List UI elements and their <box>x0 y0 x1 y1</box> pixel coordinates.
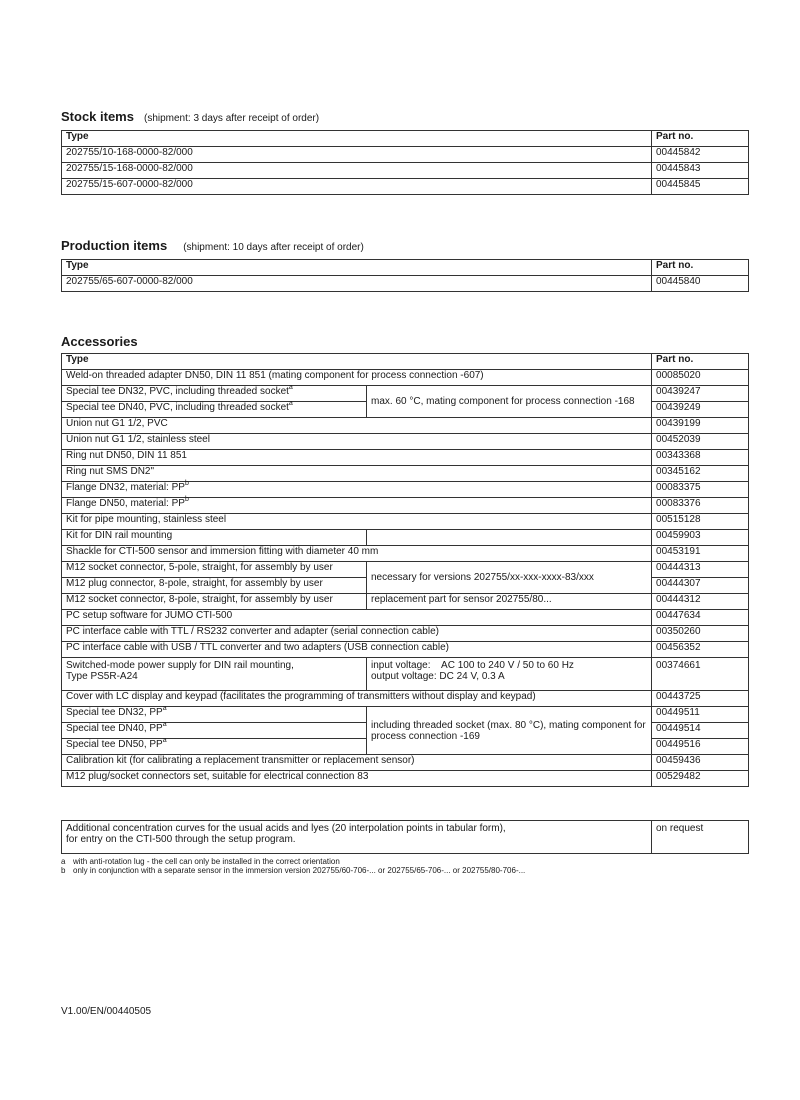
table-row <box>62 658 749 691</box>
footnotes <box>61 857 748 875</box>
note-cell <box>367 530 652 546</box>
part-cell: 00447634 <box>652 610 749 626</box>
type-cell: Kit for pipe mounting, stainless steel <box>62 514 652 530</box>
part-cell: 00439249 <box>652 402 749 418</box>
type-cell: Kit for DIN rail mounting <box>62 530 367 546</box>
table-row <box>62 482 749 498</box>
table-row <box>62 530 749 546</box>
type-cell: 202755/65-607-0000-82/000 <box>62 276 652 292</box>
part-cell: 00515128 <box>652 514 749 530</box>
part-cell: on request <box>652 821 749 854</box>
type-cell: Flange DN50, material: $PP^b$ <box>62 498 652 514</box>
accessories-title: Accessories <box>61 334 138 349</box>
part-cell: 00444312 <box>652 594 749 610</box>
note-cell: max. 60 °C, mating component for process connection -168 <box>367 386 652 418</box>
footnote-mark: b <box>61 866 66 875</box>
table-row <box>62 163 749 179</box>
col-part-header: Part no. <box>652 260 749 276</box>
footnote-mark: b <box>184 496 189 503</box>
col-type-header: Type <box>62 260 652 276</box>
col-type-header: Type <box>62 354 652 370</box>
footnote: a with anti-rotation lug - the cell can only be installed in the correct orientation <box>61 857 340 866</box>
part-cell: 00085020 <box>652 370 749 386</box>
part-cell: 00345162 <box>652 466 749 482</box>
part-cell: 00459903 <box>652 530 749 546</box>
part-cell: 00444313 <box>652 562 749 578</box>
stock-items-section <box>61 109 748 195</box>
part-cell: 00343368 <box>652 450 749 466</box>
stock-items-title: Stock items <box>61 109 134 124</box>
stock-items-heading <box>61 109 748 127</box>
part-cell: 00529482 <box>652 771 749 787</box>
part-cell: 00445843 <box>652 163 749 179</box>
footnote-mark: a <box>288 400 293 407</box>
part-cell: 00452039 <box>652 434 749 450</box>
table-row <box>62 498 749 514</box>
part-cell: 00444307 <box>652 578 749 594</box>
type-cell: PC interface cable with TTL / RS232 converter and adapter (serial connection cable) <box>62 626 652 642</box>
note-cell: including threaded socket (max. 80 °C), mating component for process connection -169 <box>367 707 652 755</box>
col-part-header: Part no. <box>652 131 749 147</box>
table-row <box>62 610 749 626</box>
table-row <box>62 755 749 771</box>
part-cell: 00445840 <box>652 276 749 292</box>
table-row <box>62 370 749 386</box>
production-items-table <box>61 259 749 292</box>
footnote-mark: a <box>162 721 167 728</box>
table-row <box>62 642 749 658</box>
table-header-row <box>62 354 749 370</box>
production-items-title: Production items <box>61 238 168 253</box>
additional-section <box>61 820 748 854</box>
type-cell: 202755/10-168-0000-82/000 <box>62 147 652 163</box>
type-cell: 202755/15-607-0000-82/000 <box>62 179 652 195</box>
type-cell: M12 socket connector, 8-pole, straight, for assembly by user <box>62 594 367 610</box>
type-cell: Special tee DN50, $PP^a$ <box>62 739 367 755</box>
table-row <box>62 626 749 642</box>
accessories-section <box>61 334 748 787</box>
type-cell: M12 socket connector, 5-pole, straight, for assembly by user <box>62 562 367 578</box>
type-cell: Union nut G1 1/2, PVC <box>62 418 652 434</box>
part-cell: 00350260 <box>652 626 749 642</box>
table-row <box>62 418 749 434</box>
type-cell: Flange DN32, material: $PP^b$ <box>62 482 652 498</box>
part-cell: 00453191 <box>652 546 749 562</box>
note-cell: replacement part for sensor 202755/80... <box>367 594 652 610</box>
type-cell: Cover with LC display and keypad (facilitates the programming of transmitters without display and keypad) <box>62 691 652 707</box>
footnote-mark: a <box>162 705 167 712</box>
type-cell: Calibration kit (for calibrating a replacement transmitter or replacement sensor) <box>62 755 652 771</box>
table-row <box>62 821 749 854</box>
table-row <box>62 594 749 610</box>
part-cell: 00439247 <box>652 386 749 402</box>
table-row <box>62 147 749 163</box>
table-row <box>62 771 749 787</box>
type-cell: Union nut G1 1/2, stainless steel <box>62 434 652 450</box>
table-header-row <box>62 260 749 276</box>
part-cell: 00449514 <box>652 723 749 739</box>
production-items-heading <box>61 238 748 256</box>
type-cell: 202755/15-168-0000-82/000 <box>62 163 652 179</box>
part-cell: 00439199 <box>652 418 749 434</box>
part-cell: 00445845 <box>652 179 749 195</box>
type-cell: PC interface cable with USB / TTL converter and two adapters (USB connection cable) <box>62 642 652 658</box>
part-cell: 00443725 <box>652 691 749 707</box>
footnote: b only in conjunction with a separate sensor in the immersion version 202755/60-706-... or 202755/65-706-... or 202755/80-706-... <box>61 866 526 875</box>
footnote-mark: a <box>288 384 293 391</box>
part-cell: 00456352 <box>652 642 749 658</box>
part-cell: 00083375 <box>652 482 749 498</box>
note-cell: necessary for versions 202755/xx-xxx-xxxx-83/xxx <box>367 562 652 594</box>
type-cell: Special tee DN32, $PP^a$ <box>62 707 367 723</box>
table-row <box>62 276 749 292</box>
part-cell: 00449516 <box>652 739 749 755</box>
part-cell: 00374661 <box>652 658 749 691</box>
table-row <box>62 514 749 530</box>
col-type-header: Type <box>62 131 652 147</box>
table-row <box>62 546 749 562</box>
footnote-mark: a <box>162 737 167 744</box>
stock-items-table <box>61 130 749 195</box>
part-cell: 00083376 <box>652 498 749 514</box>
table-row <box>62 386 749 402</box>
production-items-section <box>61 238 748 292</box>
part-cell: 00459436 <box>652 755 749 771</box>
type-cell: Special tee DN40, PVC, including threaded socket$^a$ <box>62 402 367 418</box>
stock-items-subtitle: (shipment: 3 days after receipt of order) <box>143 113 320 124</box>
accessories-table <box>61 353 749 787</box>
col-part-header: Part no. <box>652 354 749 370</box>
note-cell: input voltage: AC 100 to 240 V / 50 to 60 Hz output voltage: DC 24 V, 0.3 A <box>367 658 652 691</box>
table-row <box>62 450 749 466</box>
part-cell: 00445842 <box>652 147 749 163</box>
type-cell: Special tee DN40, $PP^a$ <box>62 723 367 739</box>
footnote-mark: b <box>184 480 189 487</box>
type-cell: Switched-mode power supply for DIN rail mounting, Type PS5R-A24 <box>62 658 367 691</box>
table-row <box>62 179 749 195</box>
type-cell: Ring nut DN50, DIN 11 851 <box>62 450 652 466</box>
part-cell: 00449511 <box>652 707 749 723</box>
table-row <box>62 562 749 578</box>
type-cell: PC setup software for JUMO CTI-500 <box>62 610 652 626</box>
type-cell: Weld-on threaded adapter DN50, DIN 11 851 (mating component for process connection -607) <box>62 370 652 386</box>
type-cell: Special tee DN32, PVC, including threaded socket$^a$ <box>62 386 367 402</box>
document-version: V1.00/EN/00440505 <box>61 1006 152 1017</box>
table-row <box>62 434 749 450</box>
type-cell: Shackle for CTI-500 sensor and immersion fitting with diameter 40 mm <box>62 546 652 562</box>
type-cell: Ring nut SMS DN2" <box>62 466 652 482</box>
production-items-subtitle: (shipment: 10 days after receipt of order) <box>183 242 364 253</box>
type-cell: M12 plug connector, 8-pole, straight, for assembly by user <box>62 578 367 594</box>
type-cell: Additional concentration curves for the usual acids and lyes (20 interpolation points in tabular form), for entry on the CTI-500 through the setup program. <box>62 821 652 854</box>
table-header-row <box>62 131 749 147</box>
type-cell: M12 plug/socket connectors set, suitable for electrical connection 83 <box>62 771 652 787</box>
additional-table <box>61 820 749 854</box>
footnote-mark: a <box>61 857 66 866</box>
table-row <box>62 466 749 482</box>
